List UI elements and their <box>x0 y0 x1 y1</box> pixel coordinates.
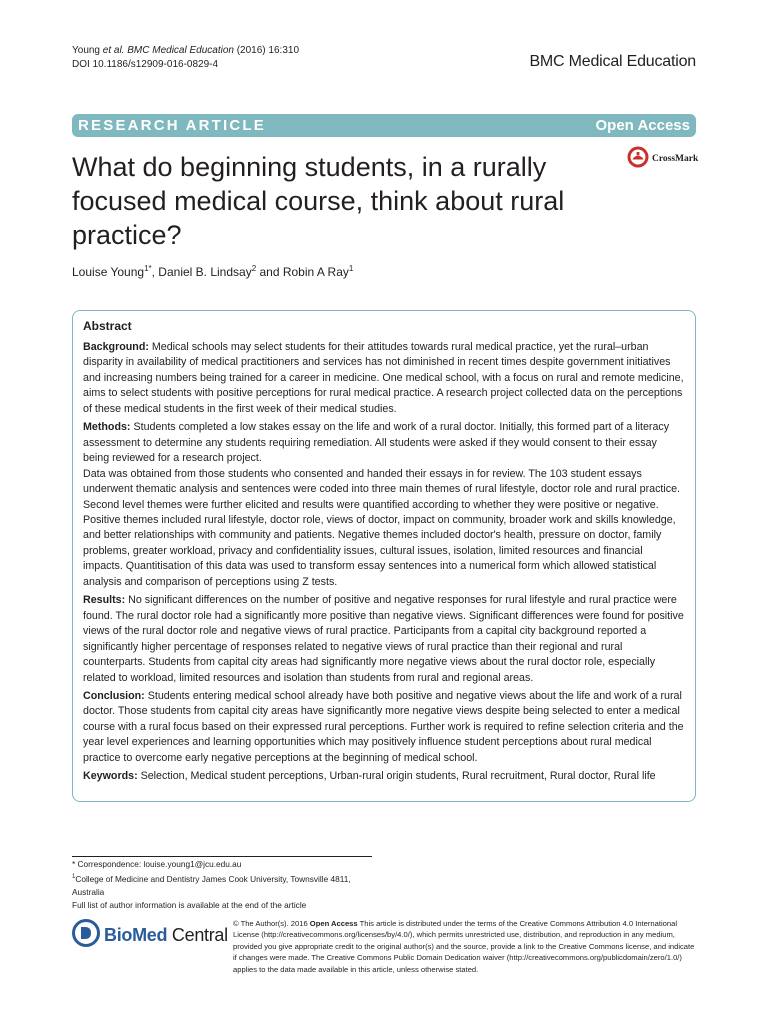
article-title: What do beginning students, in a rurally focused medical course, think about rural practice? <box>72 152 565 250</box>
license-text <box>233 918 698 975</box>
crossmark-badge[interactable] <box>627 147 703 171</box>
publisher-logo[interactable] <box>72 919 228 952</box>
publisher-name-bio: BioMed <box>104 925 168 945</box>
author-affiliation-mark: 1* <box>144 264 152 273</box>
license-open-access: Open Access <box>309 919 358 928</box>
citation-author: Young <box>72 45 100 56</box>
affiliation-text: College of Medicine and Dentistry James Cook University, Townsville 4811, <box>75 873 351 884</box>
section-text: Students entering medical school already have both positive and negative views about the life and work of a rural doctor. Those students from capital city areas have significantly more negative views despite being selected to enter a medical course with a rural focus based on their expressed rural perceptions. Further work is required to refine selection criteria and the year level experiences and learning opportunities which may positively influence student perceptions about rural medical practice to overcome early negative perceptions at the beginning of medical school. <box>83 689 684 764</box>
footnotes <box>72 856 372 912</box>
abstract-box <box>72 310 696 802</box>
license-prefix: © The Author(s). 2016 <box>233 919 310 928</box>
journal-name: BMC Medical Education <box>529 53 696 70</box>
section-text: Medical schools may select students for their attitudes towards rural medical practice, yet the rural–urban disparity in availability of medical practitioners and services has not diminished in recent times despite government initiatives and increasing numbers being trained for a career in medicine. One medical school, with a focus on rural and remote medicine, aims to select students with positive perceptions for rural medical practice. A research project collected data on the perceptions of these medical students in the first week of their medical studies. <box>83 341 684 415</box>
author-affiliation-mark: 1 <box>348 264 354 273</box>
citation-header <box>72 44 299 72</box>
publisher-name-central: Central <box>167 925 228 945</box>
crossmark-label: CrossMark <box>652 154 699 164</box>
author-list <box>72 264 353 279</box>
affiliation-note <box>72 871 372 886</box>
abstract-heading: Abstract <box>83 319 132 333</box>
open-access-label: Open Access <box>595 117 690 134</box>
correspondence-note: * Correspondence: louise.young1@jcu.edu.au <box>72 859 242 869</box>
crossmark-icon <box>627 146 649 173</box>
author-name: and Robin A Ray <box>256 265 349 279</box>
abstract-conclusion <box>83 689 685 766</box>
publisher-name <box>104 925 228 946</box>
citation-journal: et al. BMC Medical Education <box>102 45 234 56</box>
abstract-methods-continued: Data was obtained from those students who consented and handed their essays in for review. The 103 student essays underwent thematic analysis and sentences were coded into three main themes of rural lifestyle, doctor role and rural practice. Second level themes were further elicited and results were quantified according to whether they were positive or negative. Positive themes included rural lifestyle, doctor role, views of doctor, impact on community, broader work and skills knowledge, and better relationships with community and patients. Negative themes included doctor's health, pressure on doctor, family problems, greater workload, privacy and confidentiality issues, cultural issues, isolation, limited resources and financial impacts. Quantitisation of this data was used to transform essay sentences into a numerical form which allowed statistical analysis and comparison of perceptions using Z tests. <box>83 467 681 588</box>
section-label: Methods: <box>83 421 131 434</box>
citation-line <box>72 44 299 58</box>
section-label: Conclusion: <box>83 689 145 702</box>
section-text: No significant differences on the number of positive and negative responses for rural lifestyle and rural practice were found. The rural doctor role had a significantly more positive than negative views. Significant differences were found for positive views of the rural doctor role and negative views of rural practice. Participants from a capital city background reported a significantly higher percentage of responses related to negative views of rural practice than their regional and rural counterparts. Students from capital city areas had significantly more negative views about the rural doctor role, especially related to workload, limited resources and isolation than students from rural and regional areas. <box>83 594 684 684</box>
section-text: Selection, Medical student perceptions, Urban-rural origin students, Rural recruitment, Rural doctor, Rural life <box>137 770 656 783</box>
biomed-central-logo-icon <box>72 919 100 952</box>
section-label: Keywords: <box>83 770 138 783</box>
affiliation-country: Australia <box>72 886 105 897</box>
abstract-methods <box>83 420 685 466</box>
section-label: Background: <box>83 341 149 353</box>
doi[interactable]: DOI 10.1186/s12909-016-0829-4 <box>72 59 219 70</box>
author-name: , Daniel B. Lindsay <box>151 265 252 279</box>
license-body: This article is distributed under the terms of the Creative Commons Attribution 4.0 International License (http://creativecommons.org/licenses/by/4.0/), which permits unrestricted use, distribution, and reproduction in any medium, provided you give appropriate credit to the original author(s) and the source, provide a link to the Creative Commons license, and indicate if changes were made. The Creative Commons Public Domain Dedication waiver (http://creativecommons.org/publicdomain/zero/1.0/) applies to the data made available in this article, unless otherwise stated. <box>233 919 695 974</box>
author-affiliation-mark: 2 <box>251 264 257 273</box>
section-label: Results: <box>83 594 126 607</box>
abstract-results <box>83 593 685 686</box>
section-text: Students completed a low stakes essay on the life and work of a rural doctor. Initially, this formed part of a literacy assessment to determine any students requiring remediation. All students were asked if they would consent to their essay being reviewed for a research project. <box>83 421 670 465</box>
article-type-banner <box>72 114 696 137</box>
affiliation-mark: 1 <box>72 874 76 880</box>
abstract-background <box>83 340 685 417</box>
article-type-label: RESEARCH ARTICLE <box>78 117 266 134</box>
author-name: Louise Young <box>72 265 145 279</box>
abstract-keywords <box>83 769 685 784</box>
author-info-note: Full list of author information is available at the end of the article <box>72 899 307 910</box>
citation-year-volume: (2016) 16:310 <box>233 45 300 56</box>
